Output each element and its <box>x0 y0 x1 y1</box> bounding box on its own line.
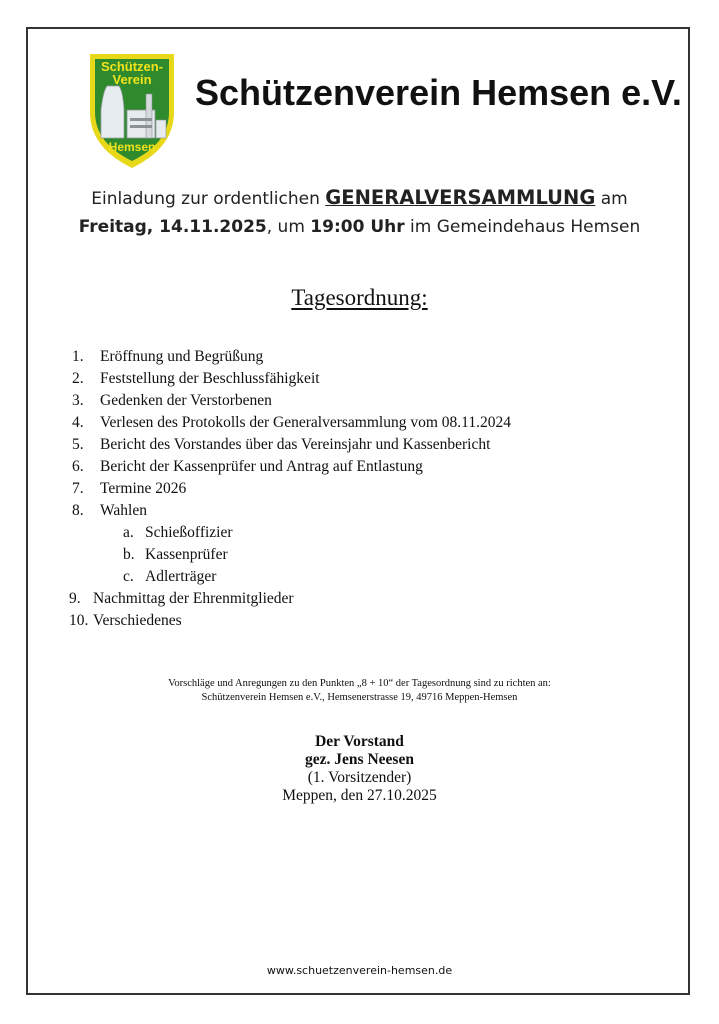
agenda-item-number: 10. <box>69 612 89 629</box>
agenda-item <box>72 390 511 412</box>
agenda-item <box>72 500 511 522</box>
event-date: Freitag, 14.11.2025 <box>78 217 267 237</box>
submission-note <box>0 677 719 705</box>
agenda-subitem <box>72 544 511 566</box>
agenda-item <box>72 434 511 456</box>
agenda-subitem-letter: a. <box>123 524 134 541</box>
agenda-item-text: Eröffnung und Begrüßung <box>100 348 264 365</box>
cooling-tower-icon <box>101 86 124 138</box>
agenda-item-text: Bericht der Kassenprüfer und Antrag auf Entlastung <box>100 458 423 475</box>
agenda-item-text: Bericht des Vorstandes über das Vereinsjahr und Kassenbericht <box>100 436 491 453</box>
agenda-item-text: Verschiedenes <box>93 612 182 629</box>
event-time: 19:00 Uhr <box>310 217 405 237</box>
agenda-subitem-text: Schießoffizier <box>145 524 233 541</box>
agenda-item-text: Feststellung der Beschlussfähigkeit <box>100 370 320 387</box>
agenda-item-number: 7. <box>72 480 84 497</box>
club-logo <box>86 50 178 172</box>
logo-text-bottom: Hemsen <box>108 140 156 154</box>
agenda-item-number: 2. <box>72 370 84 387</box>
agenda-subitem-text: Kassenprüfer <box>145 546 228 563</box>
agenda-item <box>69 588 511 610</box>
agenda-item-number: 9. <box>69 590 81 607</box>
agenda-subitem <box>72 522 511 544</box>
agenda-item-text: Gedenken der Verstorbenen <box>100 392 272 409</box>
agenda-item-number: 8. <box>72 502 84 519</box>
submission-note-line1: Vorschläge und Anregungen zu den Punkten „8 + 10“ der Tagesordnung sind zu richten an: <box>168 678 551 689</box>
signature-role: (1. Vorsitzender) <box>307 769 412 786</box>
signature-block <box>0 733 719 805</box>
agenda-item <box>69 610 511 632</box>
agenda-subitem <box>72 566 511 588</box>
agenda-list <box>69 346 511 632</box>
footer-website: www.schuetzenverein-hemsen.de <box>266 964 453 977</box>
agenda-item-number: 3. <box>72 392 84 409</box>
agenda-item <box>72 368 511 390</box>
agenda-item-text: Nachmittag der Ehrenmitglieder <box>93 590 294 607</box>
invitation-intro: Einladung zur ordentlichen <box>91 189 326 209</box>
agenda-subitem-letter: c. <box>123 568 134 585</box>
invitation-um: , um <box>266 217 311 237</box>
agenda-subitem-text: Adlerträger <box>145 568 217 585</box>
event-name: GENERALVERSAMMLUNG <box>325 186 596 209</box>
agenda-subitem-letter: b. <box>123 546 135 563</box>
club-name-heading: Schützenverein Hemsen e.V. <box>195 72 682 113</box>
agenda-item-text: Termine 2026 <box>100 480 187 497</box>
invitation-line-2 <box>40 217 679 237</box>
signature-name: gez. Jens Neesen <box>305 751 414 768</box>
agenda-item-text: Verlesen des Protokolls der Generalversammlung vom 08.11.2024 <box>100 414 511 431</box>
logo-text-line2: Verein <box>112 72 152 87</box>
signature-place-date: Meppen, den 27.10.2025 <box>282 787 437 804</box>
agenda-item-number: 5. <box>72 436 84 453</box>
agenda-item-number: 6. <box>72 458 84 475</box>
invitation-line-1 <box>40 186 679 209</box>
logo-text-line1: Schützen- <box>100 59 164 74</box>
agenda-item <box>72 412 511 434</box>
agenda-item <box>72 456 511 478</box>
event-location: im Gemeindehaus Hemsen <box>404 217 641 237</box>
submission-address: Schützenverein Hemsen e.V., Hemsenerstrasse 19, 49716 Meppen-Hemsen <box>201 692 518 703</box>
agenda-title: Tagesordnung: <box>291 285 428 310</box>
signature-org: Der Vorstand <box>315 733 404 750</box>
agenda-item-number: 4. <box>72 414 84 431</box>
invitation-am: am <box>595 189 628 209</box>
agenda-item <box>72 478 511 500</box>
agenda-item <box>72 346 511 368</box>
agenda-item-text: Wahlen <box>100 502 147 519</box>
agenda-item-number: 1. <box>72 348 84 365</box>
